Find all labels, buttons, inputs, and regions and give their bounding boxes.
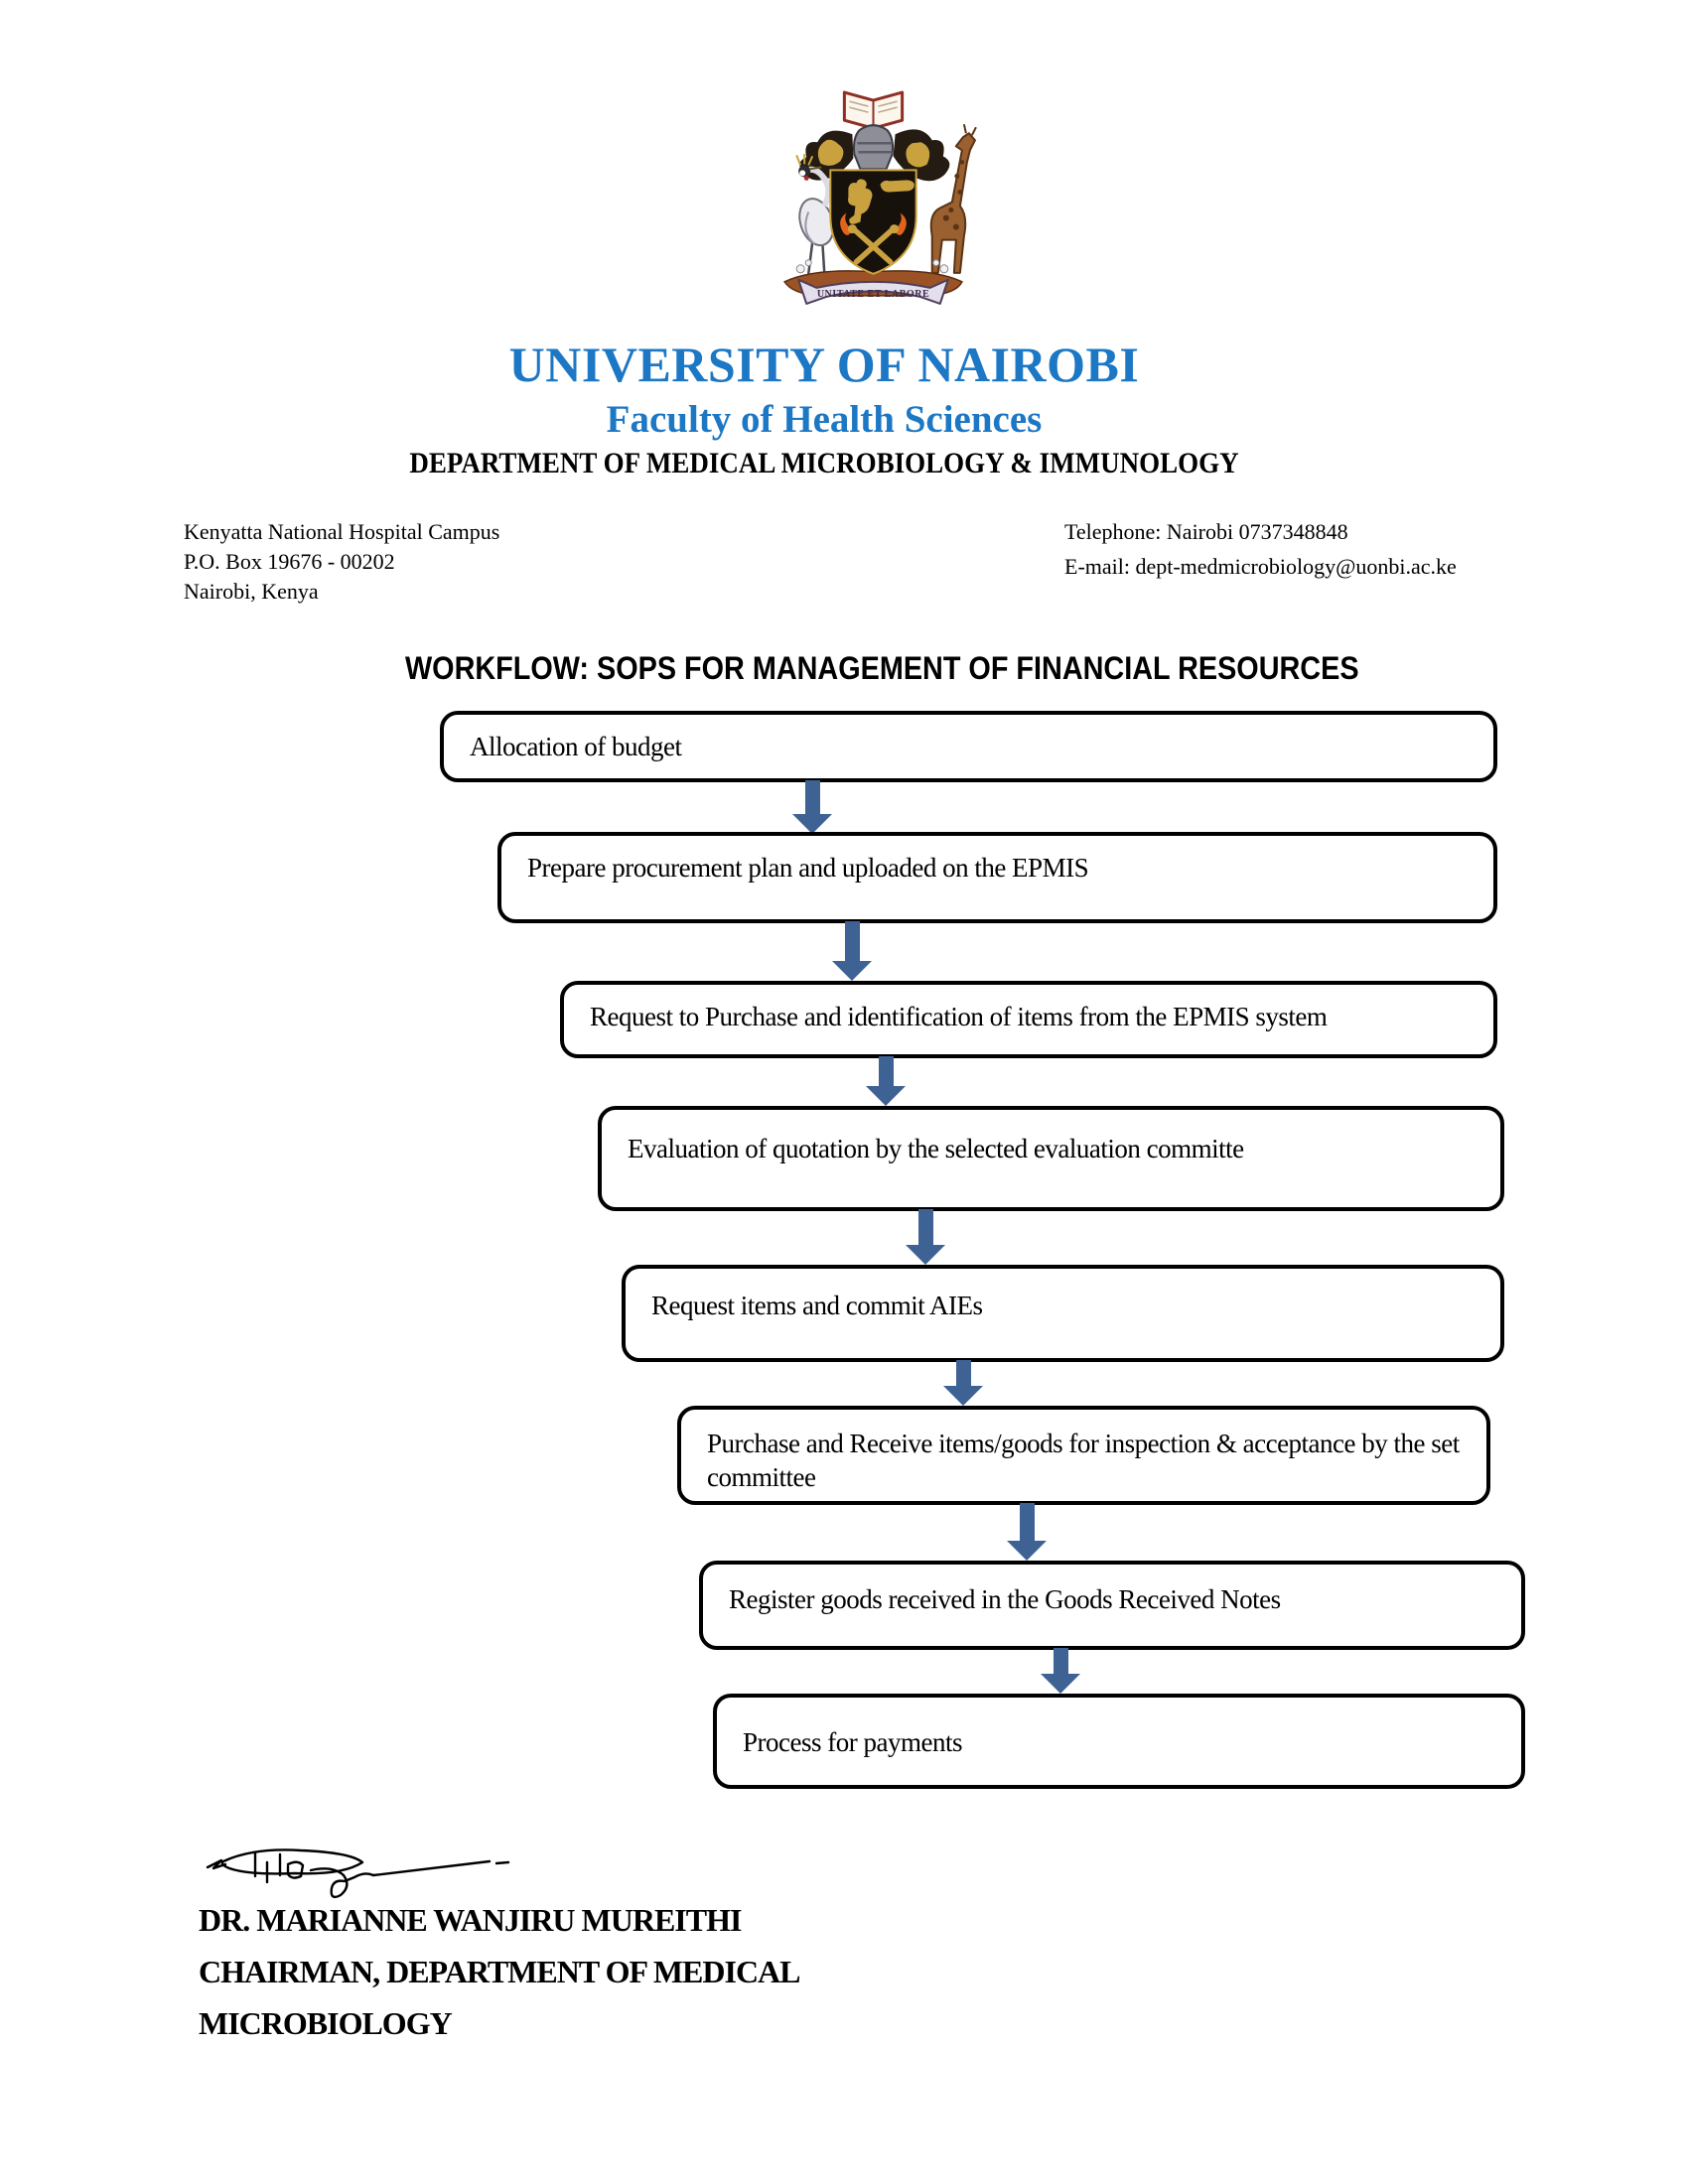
contact-info-block [1064, 514, 1457, 584]
flow-step-label: Purchase and Receive items/goods for inspection & acceptance by the set committee [707, 1429, 1460, 1492]
address-line-city: Nairobi, Kenya [184, 579, 319, 604]
signatory-title-line1: CHAIRMAN, DEPARTMENT OF MEDICAL [199, 1954, 800, 1989]
signatory-name: DR. MARIANNE WANJIRU MUREITHI [199, 1902, 742, 1938]
address-line-pobox: P.O. Box 19676 - 00202 [184, 549, 395, 574]
faculty-name: Faculty of Health Sciences [606, 398, 1043, 441]
flow-arrow-down-icon [792, 780, 832, 834]
flow-step-label: Evaluation of quotation by the selected evaluation committe [628, 1134, 1244, 1163]
workflow-title: WORKFLOW: SOPS FOR MANAGEMENT OF FINANCIAL RESOURCES [405, 650, 1359, 686]
university-name: UNIVERSITY OF NAIROBI [508, 337, 1140, 392]
crest-helmet-icon [854, 125, 893, 169]
department-name: DEPARTMENT OF MEDICAL MICROBIOLOGY & IMMUNOLOGY [409, 447, 1239, 479]
flow-step-2-prepare-procurement-plan [497, 832, 1497, 923]
flow-arrow-down-icon [866, 1056, 906, 1106]
campus-address-block [184, 517, 499, 607]
flow-step-5-request-items-commit-aies [622, 1265, 1504, 1362]
flow-arrow-down-icon [832, 921, 872, 981]
crest-motto-text: UNITATE ET LABORE [816, 288, 930, 300]
flow-arrow-down-icon [906, 1209, 945, 1265]
flow-arrow-down-icon [1007, 1503, 1047, 1561]
university-crest-logo [757, 75, 991, 322]
flow-arrow-down-icon [943, 1360, 983, 1406]
flow-step-label: Allocation of budget [470, 732, 682, 761]
flow-step-label: Request to Purchase and identification of items from the EPMIS system [590, 1002, 1328, 1031]
flow-step-8-process-for-payments [713, 1694, 1525, 1789]
telephone-line: Telephone: Nairobi 0737348848 [1064, 519, 1348, 544]
flow-step-1-allocation-of-budget [440, 711, 1497, 782]
signatory-block [199, 1894, 800, 2049]
address-line-campus: Kenyatta National Hospital Campus [184, 519, 500, 544]
flow-step-label: Prepare procurement plan and uploaded on the EPMIS [527, 853, 1089, 883]
flow-step-7-register-goods-received [699, 1561, 1525, 1650]
flow-arrow-down-icon [1041, 1648, 1080, 1694]
flow-step-3-request-to-purchase [560, 981, 1497, 1058]
flow-step-4-evaluation-of-quotation [598, 1106, 1504, 1211]
flow-step-6-purchase-and-receive-items [677, 1406, 1490, 1505]
crest-shield-icon [830, 170, 915, 273]
signatory-title-line2: MICROBIOLOGY [199, 2005, 452, 2041]
crest-book-icon [844, 92, 902, 128]
flow-step-label: Request items and commit AIEs [651, 1291, 983, 1320]
flow-step-label: Register goods received in the Goods Received Notes [729, 1584, 1281, 1614]
email-line: E-mail: dept-medmicrobiology@uonbi.ac.ke [1064, 554, 1457, 579]
flow-step-label: Process for payments [743, 1727, 962, 1757]
